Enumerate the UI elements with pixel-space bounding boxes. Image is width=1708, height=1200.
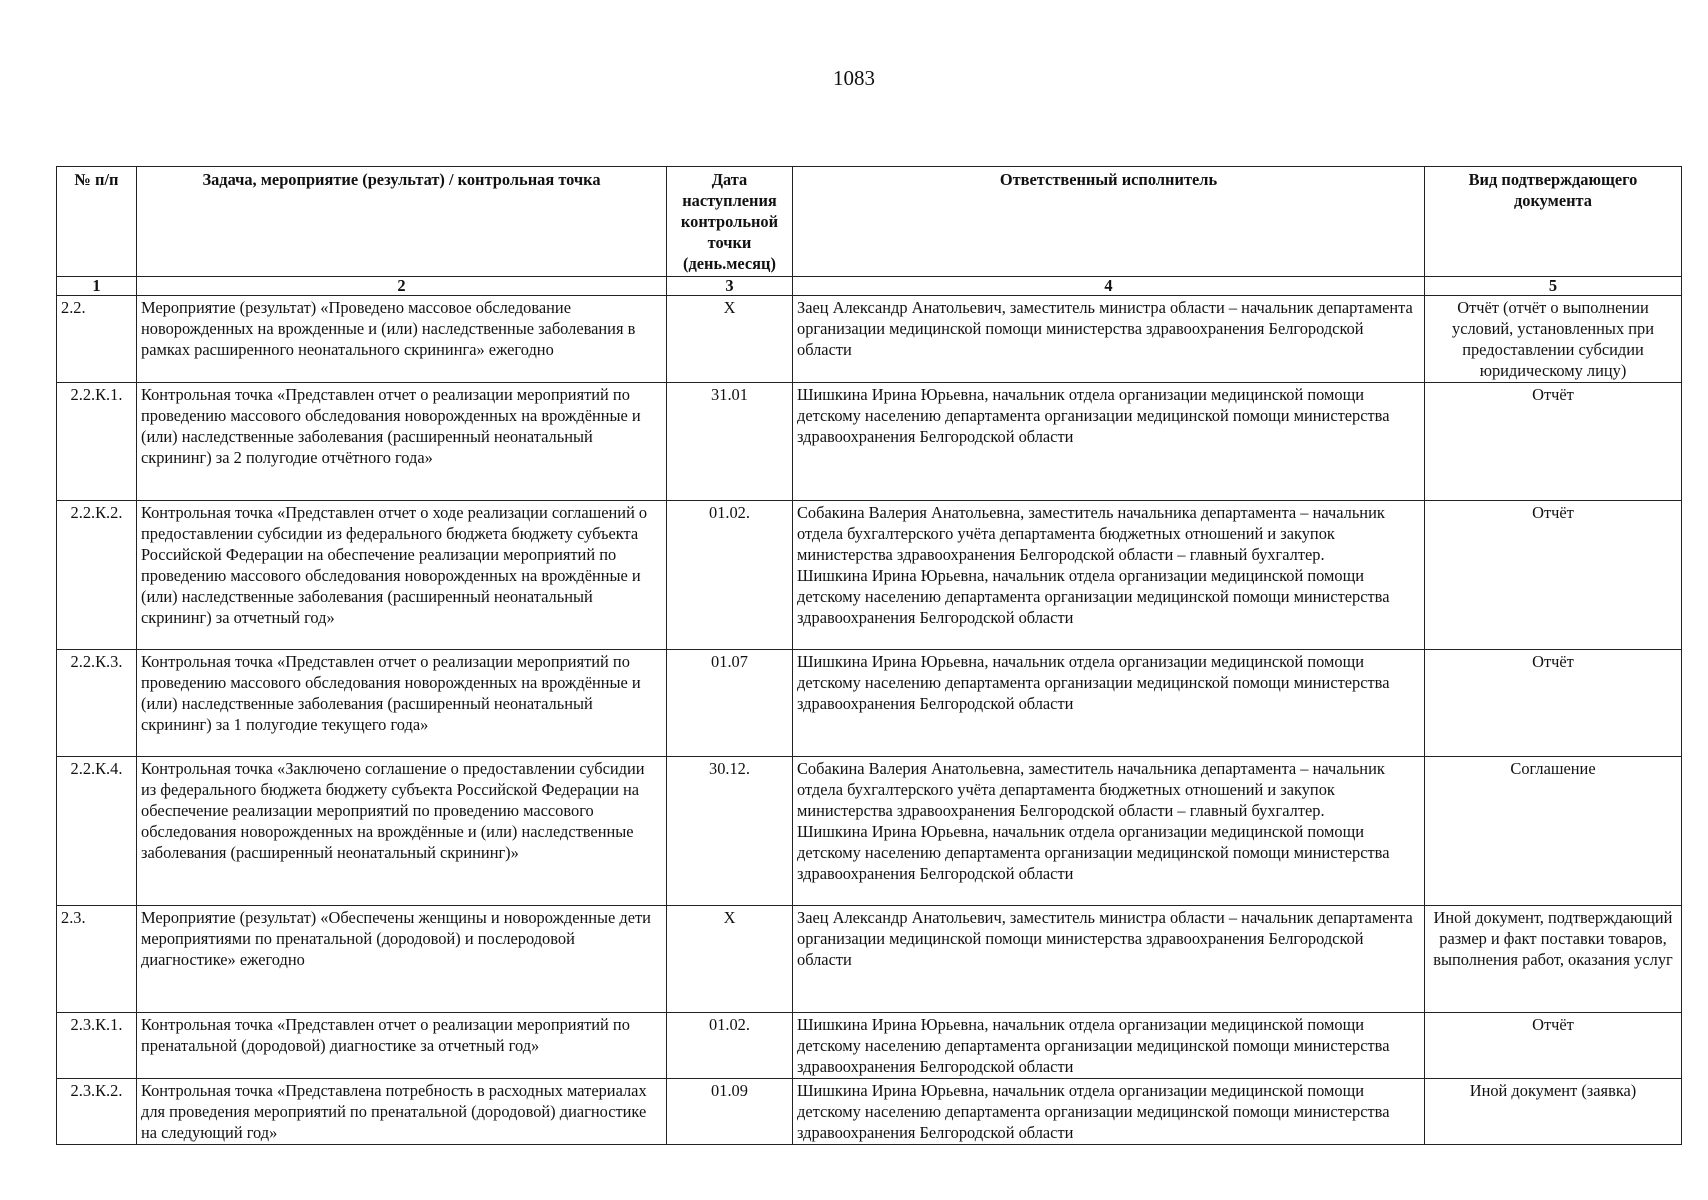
- responsible-person: Собакина Валерия Анатольевна, заместитель начальника департамента – начальник отдела бухгалтерского учёта департамента бюджетных отношений и закупок министерства здравоохранения Белгородской области – главный бухгалтер.: [797, 503, 1385, 564]
- responsible-person: Собакина Валерия Анатольевна, заместитель начальника департамента – начальник отдела бухгалтерского учёта департамента бюджетных отношений и закупок министерства здравоохранения Белгородской области – главный бухгалтер.: [797, 759, 1385, 820]
- row-document: Отчёт: [1425, 650, 1682, 757]
- row-task: Мероприятие (результат) «Обеспечены женщины и новорожденные дети мероприятиями по пренатальной (дородовой) и послеродовой диагностике» ежегодно: [137, 906, 667, 1013]
- header-number: № п/п: [57, 167, 137, 277]
- header-document: Вид подтверждающего документа: [1425, 167, 1682, 277]
- table-row: [57, 501, 1682, 650]
- responsible-person: Шишкина Ирина Юрьевна, начальник отдела организации медицинской помощи детскому населению департамента организации медицинской помощи министерства здравоохранения Белгородской области: [797, 566, 1390, 627]
- row-number: 2.2.К.1.: [57, 383, 137, 501]
- header-task: Задача, мероприятие (результат) / контрольная точка: [137, 167, 667, 277]
- row-document: Отчёт: [1425, 1013, 1682, 1079]
- row-number: 2.2.К.4.: [57, 757, 137, 906]
- table-row: [57, 906, 1682, 1013]
- row-task: Мероприятие (результат) «Проведено массовое обследование новорожденных на врожденные и (или) наследственные заболевания в рамках расширенного неонатального скрининга» ежегодно: [137, 296, 667, 383]
- table-row: [57, 383, 1682, 501]
- row-number: 2.2.К.2.: [57, 501, 137, 650]
- row-responsible: [793, 1079, 1425, 1145]
- row-date: Х: [667, 906, 793, 1013]
- row-date: Х: [667, 296, 793, 383]
- column-index: 1: [57, 277, 137, 296]
- header-responsible: Ответственный исполнитель: [793, 167, 1425, 277]
- page-number: 1083: [833, 66, 875, 90]
- row-responsible: [793, 501, 1425, 650]
- row-document: Отчёт: [1425, 383, 1682, 501]
- row-number: 2.3.К.1.: [57, 1013, 137, 1079]
- row-date: 01.02.: [667, 501, 793, 650]
- column-index-row: [57, 277, 1682, 296]
- row-number: 2.3.: [57, 906, 137, 1013]
- table-header-row: [57, 167, 1682, 277]
- row-date: 01.09: [667, 1079, 793, 1145]
- row-date: 01.07: [667, 650, 793, 757]
- row-task: Контрольная точка «Представлен отчет о реализации мероприятий по пренатальной (дородовой) диагностике за отчетный год»: [137, 1013, 667, 1079]
- table-row: [57, 757, 1682, 906]
- column-index: 2: [137, 277, 667, 296]
- responsible-person: Шишкина Ирина Юрьевна, начальник отдела организации медицинской помощи детскому населению департамента организации медицинской помощи министерства здравоохранения Белгородской области: [797, 1015, 1390, 1076]
- responsible-person: Шишкина Ирина Юрьевна, начальник отдела организации медицинской помощи детскому населению департамента организации медицинской помощи министерства здравоохранения Белгородской области: [797, 652, 1390, 713]
- responsible-person: Шишкина Ирина Юрьевна, начальник отдела организации медицинской помощи детскому населению департамента организации медицинской помощи министерства здравоохранения Белгородской области: [797, 385, 1390, 446]
- row-document: Иной документ (заявка): [1425, 1079, 1682, 1145]
- row-number: 2.2.К.3.: [57, 650, 137, 757]
- row-responsible: [793, 1013, 1425, 1079]
- header-date: Дата наступления контрольной точки (день.месяц): [667, 167, 793, 277]
- table-row: [57, 650, 1682, 757]
- row-document: Соглашение: [1425, 757, 1682, 906]
- row-number: 2.2.: [57, 296, 137, 383]
- row-task: Контрольная точка «Представлен отчет о реализации мероприятий по проведению массового обследования новорожденных на врождённые и (или) наследственные заболевания (расширенный неонатальный скрининг) за 2 полугодие отчётного года»: [137, 383, 667, 501]
- column-index: 5: [1425, 277, 1682, 296]
- column-index: 3: [667, 277, 793, 296]
- row-task: Контрольная точка «Представлен отчет о ходе реализации соглашений о предоставлении субсидии из федерального бюджета бюджету субъекта Российской Федерации на обеспечение реализации мероприятий по проведению массового обследования новорожденных на врождённые и (или) наследственные заболевания (расширенный неонатальный скрининг) за отчетный год»: [137, 501, 667, 650]
- row-document: Отчёт (отчёт о выполнении условий, установленных при предоставлении субсидии юридическому лицу): [1425, 296, 1682, 383]
- responsible-person: Шишкина Ирина Юрьевна, начальник отдела организации медицинской помощи детскому населению департамента организации медицинской помощи министерства здравоохранения Белгородской области: [797, 822, 1390, 883]
- row-task: Контрольная точка «Представлен отчет о реализации мероприятий по проведению массового обследования новорожденных на врождённые и (или) наследственные заболевания (расширенный неонатальный скрининг) за 1 полугодие текущего года»: [137, 650, 667, 757]
- row-responsible: [793, 757, 1425, 906]
- row-responsible: [793, 383, 1425, 501]
- row-number: 2.3.К.2.: [57, 1079, 137, 1145]
- row-task: Контрольная точка «Заключено соглашение о предоставлении субсидии из федерального бюджета бюджету субъекта Российской Федерации на обеспечение реализации мероприятий по проведению массового обследования новорожденных на врождённые и (или) наследственные заболевания (расширенный неонатальный скрининг)»: [137, 757, 667, 906]
- responsible-person: Шишкина Ирина Юрьевна, начальник отдела организации медицинской помощи детскому населению департамента организации медицинской помощи министерства здравоохранения Белгородской области: [797, 1081, 1390, 1142]
- table-row: [57, 1013, 1682, 1079]
- control-points-table: [56, 166, 1682, 1145]
- table-row: [57, 1079, 1682, 1145]
- row-date: 01.02.: [667, 1013, 793, 1079]
- row-responsible: [793, 296, 1425, 383]
- row-date: 31.01: [667, 383, 793, 501]
- row-responsible: [793, 906, 1425, 1013]
- table-row: [57, 296, 1682, 383]
- row-date: 30.12.: [667, 757, 793, 906]
- row-document: Иной документ, подтверждающий размер и факт поставки товаров, выполнения работ, оказания услуг: [1425, 906, 1682, 1013]
- responsible-person: Заец Александр Анатольевич, заместитель министра области – начальник департамента организации медицинской помощи министерства здравоохранения Белгородской области: [797, 298, 1413, 359]
- column-index: 4: [793, 277, 1425, 296]
- responsible-person: Заец Александр Анатольевич, заместитель министра области – начальник департамента организации медицинской помощи министерства здравоохранения Белгородской области: [797, 908, 1413, 969]
- row-responsible: [793, 650, 1425, 757]
- row-task: Контрольная точка «Представлена потребность в расходных материалах для проведения мероприятий по пренатальной (дородовой) диагностике на следующий год»: [137, 1079, 667, 1145]
- row-document: Отчёт: [1425, 501, 1682, 650]
